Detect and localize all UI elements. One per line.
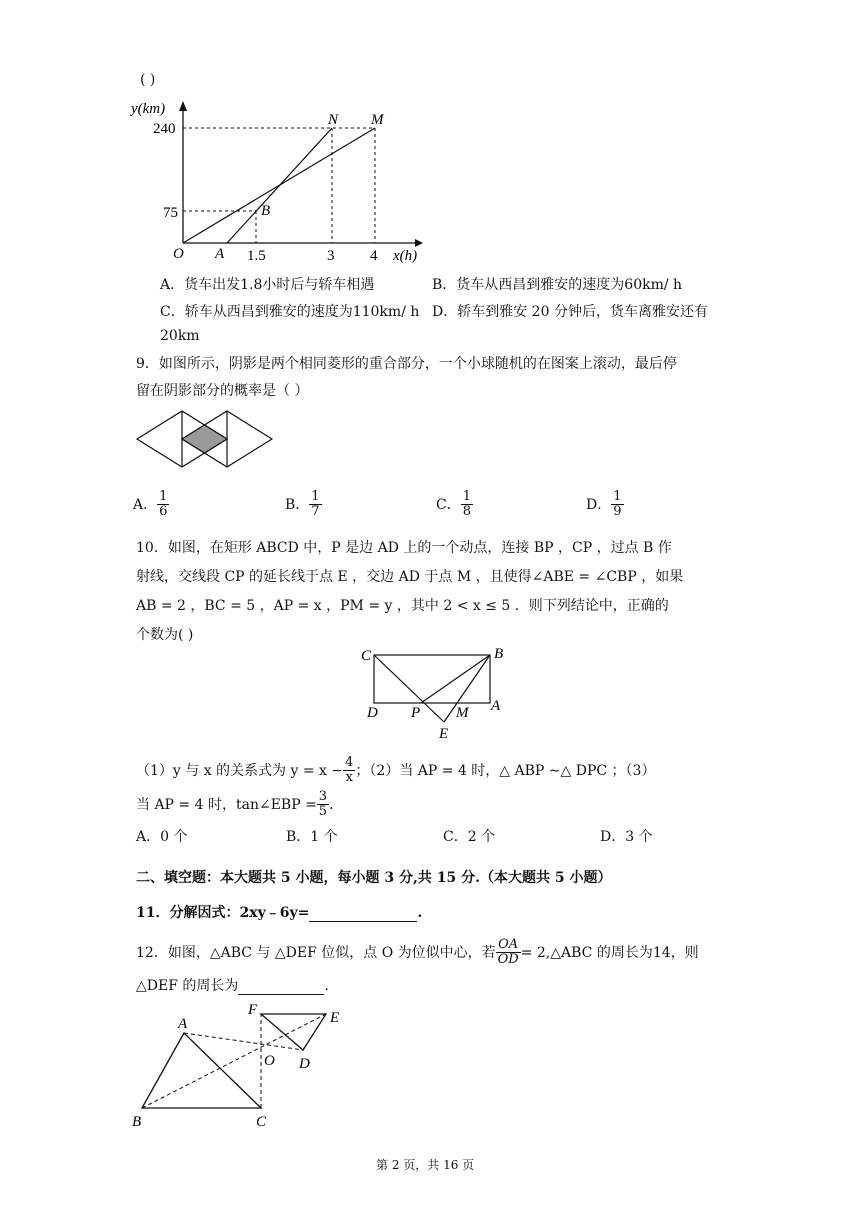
q9-text-line1: 9．如图所示，阴影是两个相同菱形的重合部分，一个小球随机的在图案上滚动，最后停: [136, 356, 677, 372]
q8-option-a: A．货车出发1.8小时后与轿车相遇: [160, 277, 375, 293]
q10-text-line3: AB = 2 ，BC = 5 ，AP = x ，PM = y ，其中 2 < x ≤ 5 ．则下列结论中，正确的: [136, 598, 669, 614]
q11-answer-blank: [309, 905, 417, 922]
svg-text:O: O: [264, 1053, 275, 1069]
q8-answer-paren: ( ): [140, 72, 156, 88]
point-n-label: N: [328, 112, 339, 128]
svg-text:A: A: [491, 698, 501, 714]
q10-rectangle-figure: [355, 642, 515, 742]
triangle-def: [261, 1014, 326, 1050]
car-line: [227, 128, 332, 243]
q8-option-d: D．轿车到雅安 20 分钟后，货车离雅安还有: [432, 304, 708, 320]
svg-text:D: D: [367, 705, 378, 721]
q10-statement-3: 当 AP = 4 时，tan∠EBP = $\frac{3}{5}$ ．: [136, 789, 344, 820]
q9-option-b: B． $\frac{1}{7}$: [285, 489, 320, 520]
segment-bp: [421, 655, 490, 703]
svg-text:C: C: [256, 1114, 267, 1130]
x-axis-arrow: [415, 239, 423, 247]
svg-text:D: D: [299, 1056, 310, 1072]
shaded-overlap: [182, 425, 227, 453]
q9-text-line2: 留在阴影部分的概率是（ ）: [136, 383, 309, 399]
svg-text:A: A: [178, 1016, 188, 1032]
q9-rhombus-figure: [135, 405, 280, 475]
x15-label: 1.5: [247, 248, 266, 264]
svg-text:B: B: [132, 1114, 142, 1130]
q10-option-a: A．0 个: [136, 829, 188, 845]
triangle-abc: [142, 1033, 261, 1108]
q9-option-a: A． $\frac{1}{6}$: [133, 489, 168, 520]
q9-option-d: D． $\frac{1}{9}$: [586, 489, 622, 520]
q10-text-line2: 射线，交线段 CP 的延长线于点 E ，交边 AD 于点 M ，且使得∠ABE = ∠CBP ，如果: [136, 569, 684, 585]
y-axis-label: y(km): [131, 101, 166, 117]
q8-option-b: B．货车从西昌到雅安的速度为60km/ h: [432, 277, 683, 293]
page-footer: 第 2 页，共 16 页: [376, 1158, 475, 1172]
svg-text:B: B: [494, 646, 504, 662]
q9-option-c: C． $\frac{1}{8}$: [436, 489, 471, 520]
svg-text:E: E: [439, 726, 449, 742]
svg-text:C: C: [361, 648, 372, 664]
q10-option-c: C．2 个: [443, 829, 496, 845]
q12-text-line2: △DEF 的周长为 .: [136, 978, 329, 994]
q10-option-d: D．3 个: [600, 829, 653, 845]
q12-text-line1: 12．如图，△ABC 与 △DEF 位似，点 O 为位似中心，若 $\frac{OA}{OD}$ = 2,△ABC 的周长为14，则: [136, 937, 699, 968]
svg-text:F: F: [248, 1002, 258, 1018]
q8-option-d-cont: 20km: [160, 328, 200, 344]
q10-text-line4: 个数为( ): [136, 627, 194, 643]
x3-label: 3: [327, 248, 335, 264]
origin-label: O: [173, 246, 184, 262]
point-b-label: B: [261, 203, 271, 219]
svg-text:E: E: [330, 1010, 340, 1026]
segment-ce: [374, 655, 444, 722]
y240-label: 240: [153, 121, 176, 137]
q12-homothety-figure: [128, 1000, 358, 1135]
point-a-label: A: [215, 246, 225, 262]
q10-option-b: B．1 个: [286, 829, 338, 845]
q12-answer-blank: [238, 978, 324, 995]
svg-text:M: M: [456, 705, 469, 721]
svg-text:P: P: [411, 705, 421, 721]
q10-text-line1: 10．如图，在矩形 ABCD 中，P 是边 AD 上的一个动点，连接 BP ，CP ，过点 B 作: [136, 540, 672, 556]
y-axis-arrow: [179, 101, 187, 111]
q10-statement-1-2: （1）y 与 x 的关系式为 y = x − $\frac{4}{x}$ ；（2）当 AP = 4 时，△ ABP ∼△ DPC ；（3）: [136, 755, 656, 786]
section-2-heading: 二、填空题：本大题共 5 小题，每小题 3 分,共 15 分.（本大题共 5 小题）: [136, 870, 612, 886]
q11-text: 11．分解因式：2xy﹣6y= .: [136, 905, 423, 921]
q8-distance-time-graph: [125, 95, 435, 270]
y75-label: 75: [163, 205, 178, 221]
point-m-label: M: [371, 112, 384, 128]
x4-label: 4: [370, 248, 378, 264]
x-axis-label: x(h): [393, 248, 418, 264]
q8-option-c: C．轿车从西昌到雅安的速度为110km/ h: [160, 304, 420, 320]
